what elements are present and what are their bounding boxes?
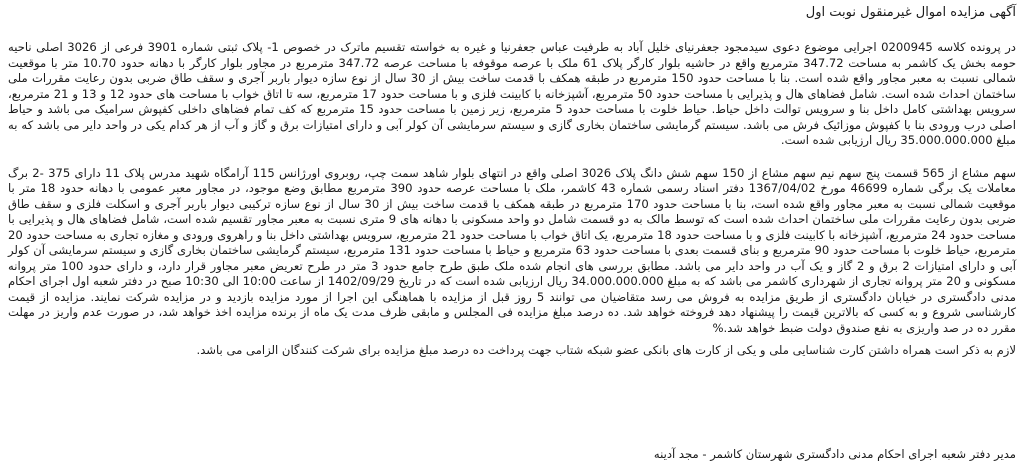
notice-paragraph-property-2: سهم مشاع از 565 قسمت پنج سهم نیم سهم مشاع از 150 سهم شش دانگ پلاک 3026 اصلی واقع در انتهای بلوار شاهد سمت چپ، روبروی اورژانس 115 آرامگاه شهید مدرس پلاک 11 دارای 375 -2 برگ معاملات یک برگی شماره 46699 مورخ 1367/04/02 دفتر اسناد رسمی شماره 43 کاشمر، ملک با مساحت عرصه حدود 390 مترمربع مطابق وضع موجود، در مجاور معبر عمومی با دهانه حدود 18 متر با موقعیت شمالی نسبت به معبر مجاور واقع شده است، بنا با مساحت حدود 170 مترمربع در طبقه همکف با قدمت ساخت بیش از 30 سال از نوع سازه ترکیبی دیوار باربر آجری و اسکلت فلزی و سقف طاق ضربی بدون رعایت مقررات ملی ساختمان احداث شده است که توسط مالک به دو قسمت شامل دو واحد مسکونی با دهانه های 9 متری نسبت به معبر مجاور تقسیم شده است، شامل فضاهای هال و پذیرایی با مساحت حدود 24 مترمربع، آشپزخانه با کابینت فلزی و با مساحت حدود 18 مترمربع، یک اتاق خواب با مساحت حدود 21 مترمربع، سرویس بهداشتی داخل بنا و راهروی ورودی و مغازه تجاری به مساحت حدود 20 مترمربع، حیاط خلوت با مساحت حدود 90 مترمربع و بنای قسمت بعدی با مساحت حدود 63 مترمربع و حیاط با مساحت حدود 131 مترمربع، سیستم گرمایشی ساختمان بخاری گازی و سیستم سرمایشی آن کولر آبی و دارای امتیازات 2 برق و 2 گاز و یک آب در واحد دایر می باشد. مطابق بررسی های انجام شده ملک طبق طرح جامع حدود 3 متر در طرح تعریض معبر مجاور قرار دارد، و دارای حدود 100 متر پروانه مسکونی و 20 متر پروانه تجاری از شهرداری کاشمر می باشد که به مبلغ 34.000.000.000 ریال ارزیابی شده است که در تاریخ 1402/09/29 از ساعت 10:00 الی 10:30 صبح در دفتر شعبه اول اجرای احکام مدنی دادگستری در خیابان دادگستری از طریق مزایده به فروش می رسد متقاضیان می توانند 5 روز قبل از مزایده با هماهنگی این اجرا از مورد مزایده بازدید و در مزایده شرکت نمایند. مزایده از قیمت کارشناسی شروع و به کسی که بالاترین قیمت را پیشنهاد دهد فروخته خواهد شد. ده درصد مبلغ مزایده فی المجلس و مابقی ظرف مدت یک ماه از برنده مزایده اخذ خواهد شد، در صورت عدم واریز در مهلت مقرر ده در صد واریزی به نفع صندوق دولت ضبط خواهد شد.% [8, 165, 1016, 335]
notice-title: آگهی مزایده اموال غیرمنقول نوبت اول [805, 5, 1016, 20]
notice-requirement-note: لازم به ذکر است همراه داشتن کارت شناسایی ملی و یکی از کارت های بانکی عضو شبکه شتاب جهت پرداخت ده درصد مبلغ مزایده برای شرکت کنندگان الزامی می باشد. [196, 343, 1016, 357]
notice-signature: مدیر دفتر شعبه اجرای احکام مدنی دادگستری شهرستان کاشمر - مجد آدینه [653, 447, 1016, 461]
notice-paragraph-property-1: در پرونده کلاسه 0200945 اجرایی موضوع دعوی سیدمجود جعفرنیای خلیل آباد به طرفیت عباس جعفرنیا و غیره به خواسته تقسیم ماترک در خصوص 1- پلاک ثبتی شماره 3901 فرعی از 3026 اصلی ناحیه حومه بخش یک کاشمر به مساحت 347.72 مترمربع واقع در حاشیه بلوار کارگر پلاک 61 ملک با عرصه موقوفه با مساحت عرصه 347.72 مترمربع در مجاور بلوار کارگر با دهانه حدود 10.70 متر با موقعیت شمالی نسبت به معبر مجاور واقع شده است. بنا با مساحت حدود 150 مترمربع در طبقه همکف با قدمت ساخت بیش از 30 سال از نوع سازه دیوار باربر آجری و سقف طاق ضربی بدون رعایت مقررات ملی ساختمان احداث شده است. شامل فضاهای هال و پذیرایی با مساحت حدود 50 مترمربع، آشپزخانه با کابینت فلزی و با مساحت حدود 17 مترمربع، سه تا اتاق خواب با مساحت های حدود 12 و 13 و 21 مترمربع، سرویس بهداشتی کامل داخل بنا و سرویس توالت داخل حیاط. حیاط خلوت با مساحت حدود 5 مترمربع، زیر زمین با مساحت حدود 15 مترمربع که کف تمام فضاهای داخلی کفپوش سرامیک می باشد و حیاط اصلی درب ورودی بنا با کفپوش موزائیک فرش می باشد. سیستم گرمایشی ساختمان بخاری گازی و سیستم سرمایشی آن کولر آبی و دارای امتیازات برق و گاز و آب از هر کدام یکی در واحد دایر می باشد که به مبلغ 35.000.000.000 ریال ارزیابی شده است. [8, 40, 1017, 147]
